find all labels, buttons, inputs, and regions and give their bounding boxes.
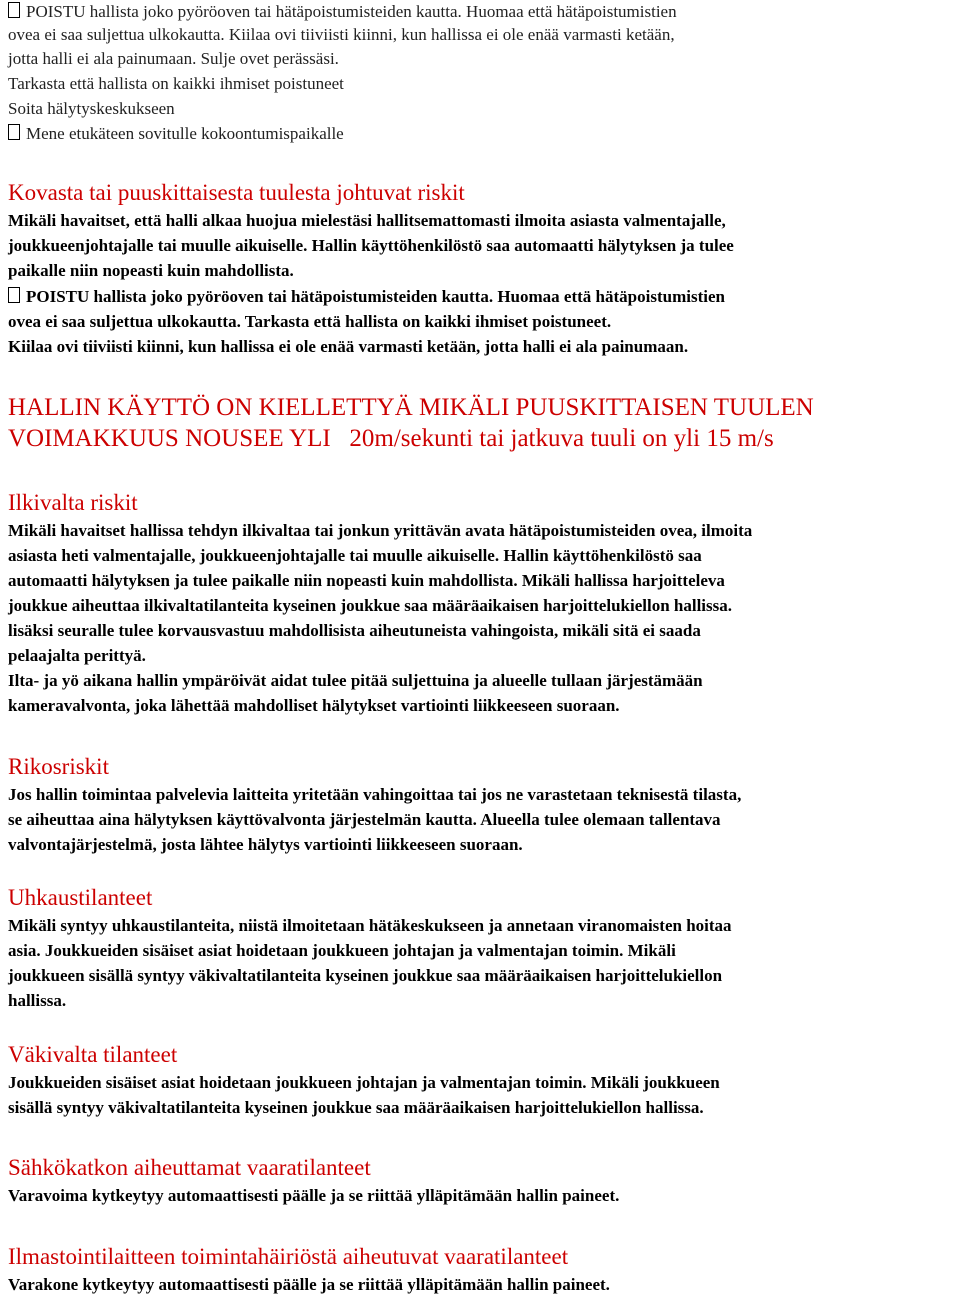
checkbox-glyph-icon (8, 287, 20, 303)
wind-line-6: Kiilaa ovi tiiviisti kiinni, kun hallissa ei ole enää varmasti ketään, jotta halli ei ala painumaan. (8, 337, 689, 356)
checkbox-glyph-icon (8, 2, 20, 18)
wind-line-4: POISTU hallista joko pyöröoven tai hätäpoistumisteiden kautta. Huomaa että hätäpoistumistien (8, 285, 725, 309)
threat-line-2: asia. Joukkueiden sisäiset asiat hoidetaan joukkueen johtajan ja valmentajan toimin. Mikäli (8, 941, 676, 960)
vandalism-line-8: kameravalvonta, joka lähettää mahdolliset hälytykset vartiointi liikkeeseen suoraan. (8, 696, 620, 715)
vandalism-line-3: automaatti hälytyksen ja tulee paikalle niin nopeasti kuin mahdollista. Mikäli hallissa harjoitteleva (8, 571, 725, 590)
violence-line-1: Joukkueiden sisäiset asiat hoidetaan joukkueen johtajan ja valmentajan toimin. Mikäli joukkueen (8, 1073, 720, 1092)
threat-line-1: Mikäli syntyy uhkaustilanteita, niistä ilmoitetaan hätäkeskukseen ja annetaan viranomaisten hoitaa (8, 916, 732, 935)
vandalism-line-7: Ilta- ja yö aikana hallin ympäröivät aidat tulee pitää suljettuina ja alueelle tullaan järjestämään (8, 671, 703, 690)
intro-line-2: ovea ei saa suljettua ulkokautta. Kiilaa ovi tiiviisti kiinni, kun hallissa ei ole enää varmasti ketään, (8, 25, 675, 44)
intro-line-5: Soita hälytyskeskukseen (8, 99, 175, 118)
vandalism-line-5: lisäksi seuralle tulee korvausvastuu mahdollisista aiheutuneista vahingoista, mikäli sitä ei saada (8, 621, 701, 640)
intro-line-6: Mene etukäteen sovitulle kokoontumispaikalle (8, 122, 344, 146)
violence-line-2: sisällä syntyy väkivaltatilanteita kyseinen joukkue saa määräaikaisen harjoittelukiellon hallissa. (8, 1098, 704, 1117)
checkbox-glyph-icon (8, 124, 20, 140)
warning-line-2: VOIMAKKUUS NOUSEE YLI 20m/sekunti tai jatkuva tuuli on yli 15 m/s (8, 425, 774, 452)
vandalism-heading: Ilkivalta riskit (8, 490, 138, 515)
crime-line-3: valvontajärjestelmä, josta lähtee hälytys vartiointi liikkeeseen suoraan. (8, 835, 523, 854)
violence-heading: Väkivalta tilanteet (8, 1042, 178, 1067)
crime-line-1: Jos hallin toimintaa palvelevia laitteita yritetään vahingoittaa tai jos ne varastetaan teknisestä tilasta, (8, 785, 742, 804)
vandalism-line-6: pelaajalta perittyä. (8, 646, 146, 665)
intro-line-3: jotta halli ei ala painumaan. Sulje ovet perässäsi. (8, 49, 339, 68)
wind-line-5: ovea ei saa suljettua ulkokautta. Tarkasta että hallista on kaikki ihmiset poistuneet. (8, 312, 612, 331)
vandalism-line-2: asiasta heti valmentajalle, joukkueenjohtajalle tai muulle aikuiselle. Hallin käyttöhenkilöstö saa (8, 546, 702, 565)
intro-line-1: POISTU hallista joko pyöröoven tai hätäpoistumisteiden kautta. Huomaa että hätäpoistumistien (8, 0, 677, 24)
crime-line-2: se aiheuttaa aina hälytyksen käyttövalvonta järjestelmän kautta. Alueella tulee olemaan tallentava (8, 810, 721, 829)
threat-line-4: hallissa. (8, 991, 67, 1010)
wind-heading: Kovasta tai puuskittaisesta tuulesta johtuvat riskit (8, 180, 465, 205)
threat-line-3: joukkueen sisällä syntyy väkivaltatilanteita kyseinen joukkue saa määräaikaisen harjoittelukiellon (8, 966, 723, 985)
vandalism-line-4: joukkue aiheuttaa ilkivaltatilanteita kyseinen joukkue saa määräaikaisen harjoittelukiellon hallissa. (8, 596, 733, 615)
crime-heading: Rikosriskit (8, 754, 109, 779)
ventilation-line-1: Varakone kytkeytyy automaattisesti päälle ja se riittää ylläpitämään hallin paineet. (8, 1275, 610, 1294)
wind-line-1: Mikäli havaitset, että halli alkaa huojua mielestäsi hallitsemattomasti ilmoita asiasta valmentajalle, (8, 211, 726, 230)
power-line-1: Varavoima kytkeytyy automaattisesti päälle ja se riittää ylläpitämään hallin paineet. (8, 1186, 620, 1205)
warning-line-1: HALLIN KÄYTTÖ ON KIELLETTYÄ MIKÄLI PUUSKITTAISEN TUULEN (8, 394, 814, 421)
wind-line-3: paikalle niin nopeasti kuin mahdollista. (8, 261, 294, 280)
wind-line-2: joukkueenjohtajalle tai muulle aikuiselle. Hallin käyttöhenkilöstö saa automaatti hälytyksen ja tulee (8, 236, 734, 255)
threat-heading: Uhkaustilanteet (8, 885, 153, 910)
vandalism-line-1: Mikäli havaitset hallissa tehdyn ilkivaltaa tai jonkun yrittävän avata hätäpoistumisteiden ovea, ilmoita (8, 521, 753, 540)
ventilation-heading: Ilmastointilaitteen toimintahäiriöstä aiheutuvat vaaratilanteet (8, 1244, 569, 1269)
power-heading: Sähkökatkon aiheuttamat vaaratilanteet (8, 1155, 371, 1180)
intro-line-4: Tarkasta että hallista on kaikki ihmiset poistuneet (8, 74, 344, 93)
